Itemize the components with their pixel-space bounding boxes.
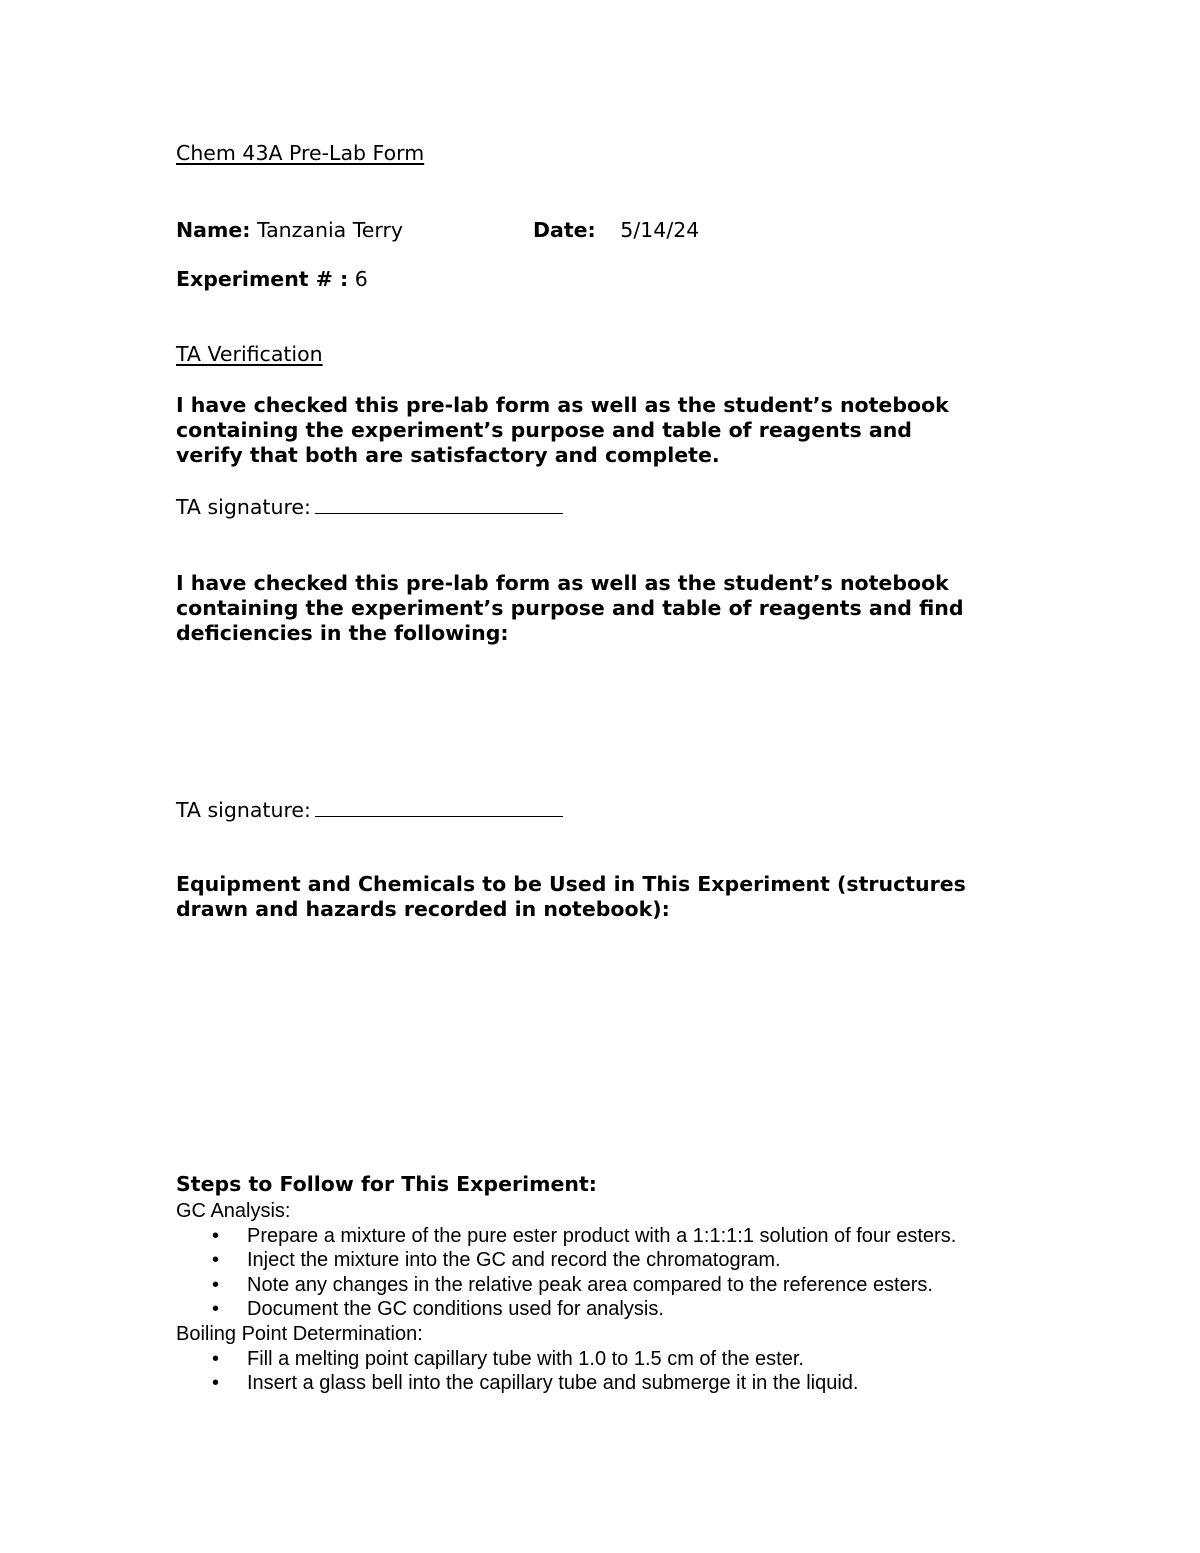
step-text: Prepare a mixture of the pure ester product with a 1:1:1:1 solution of four esters. — [247, 1224, 957, 1247]
statement-line: I have checked this pre-lab form as well as the student’s notebook — [176, 393, 949, 417]
list-item — [176, 1347, 1056, 1372]
heading-line: drawn and hazards recorded in notebook): — [176, 897, 670, 921]
bullet-icon: • — [212, 1298, 220, 1321]
ta-signature-label: TA signature: — [176, 798, 311, 822]
name-row — [176, 218, 403, 243]
statement-line: containing the experiment’s purpose and table of reagents and — [176, 418, 912, 442]
bullet-icon: • — [212, 1249, 220, 1272]
date-value: 5/14/24 — [620, 218, 700, 242]
step-text: Inject the mixture into the GC and record the chromatogram. — [247, 1249, 781, 1272]
step-text: Document the GC conditions used for analysis. — [247, 1298, 664, 1321]
name-value: Tanzania Terry — [256, 218, 404, 242]
step-text: Note any changes in the relative peak area compared to the reference esters. — [247, 1273, 933, 1296]
steps-heading: Steps to Follow for This Experiment: — [176, 1172, 597, 1196]
date-row — [533, 218, 699, 243]
step-text: Fill a melting point capillary tube with 1.0 to 1.5 cm of the ester. — [247, 1347, 804, 1370]
bullet-icon: • — [212, 1372, 220, 1395]
steps-body — [176, 1199, 1056, 1396]
gc-analysis-label: GC Analysis: — [176, 1200, 291, 1222]
statement-line: containing the experiment’s purpose and table of reagents and find — [176, 596, 964, 620]
ta-signature-field[interactable] — [315, 796, 563, 817]
equipment-heading — [176, 872, 1036, 922]
boiling-point-label: Boiling Point Determination: — [176, 1322, 423, 1345]
ta-deficiency-statement — [176, 571, 1036, 646]
ta-signature-row-2 — [176, 796, 563, 823]
list-item — [176, 1273, 1056, 1298]
experiment-label: Experiment # : — [176, 267, 349, 291]
statement-line: I have checked this pre-lab form as well as the student’s notebook — [176, 571, 949, 595]
bp-steps-list — [176, 1347, 1056, 1396]
gc-steps-list — [176, 1224, 1056, 1322]
bullet-icon: • — [212, 1273, 220, 1296]
ta-signature-field[interactable] — [315, 493, 563, 514]
statement-line: deficiencies in the following: — [176, 621, 509, 645]
date-label: Date: — [533, 218, 596, 242]
heading-line: Equipment and Chemicals to be Used in This Experiment (structures — [176, 872, 966, 896]
bullet-icon: • — [212, 1224, 220, 1247]
statement-line: verify that both are satisfactory and complete. — [176, 443, 720, 467]
list-item — [176, 1371, 1056, 1396]
name-label: Name: — [176, 218, 251, 242]
ta-signature-label: TA signature: — [176, 495, 311, 519]
experiment-value: 6 — [354, 267, 368, 291]
list-item — [176, 1248, 1056, 1273]
experiment-row — [176, 267, 368, 292]
form-title: Chem 43A Pre-Lab Form — [176, 141, 425, 165]
list-item — [176, 1297, 1056, 1322]
step-text: Insert a glass bell into the capillary tube and submerge it in the liquid. — [247, 1372, 859, 1395]
bullet-icon: • — [212, 1347, 220, 1370]
ta-verification-heading: TA Verification — [176, 342, 323, 366]
ta-satisfactory-statement — [176, 393, 1036, 468]
ta-signature-row-1 — [176, 493, 563, 520]
list-item — [176, 1224, 1056, 1249]
